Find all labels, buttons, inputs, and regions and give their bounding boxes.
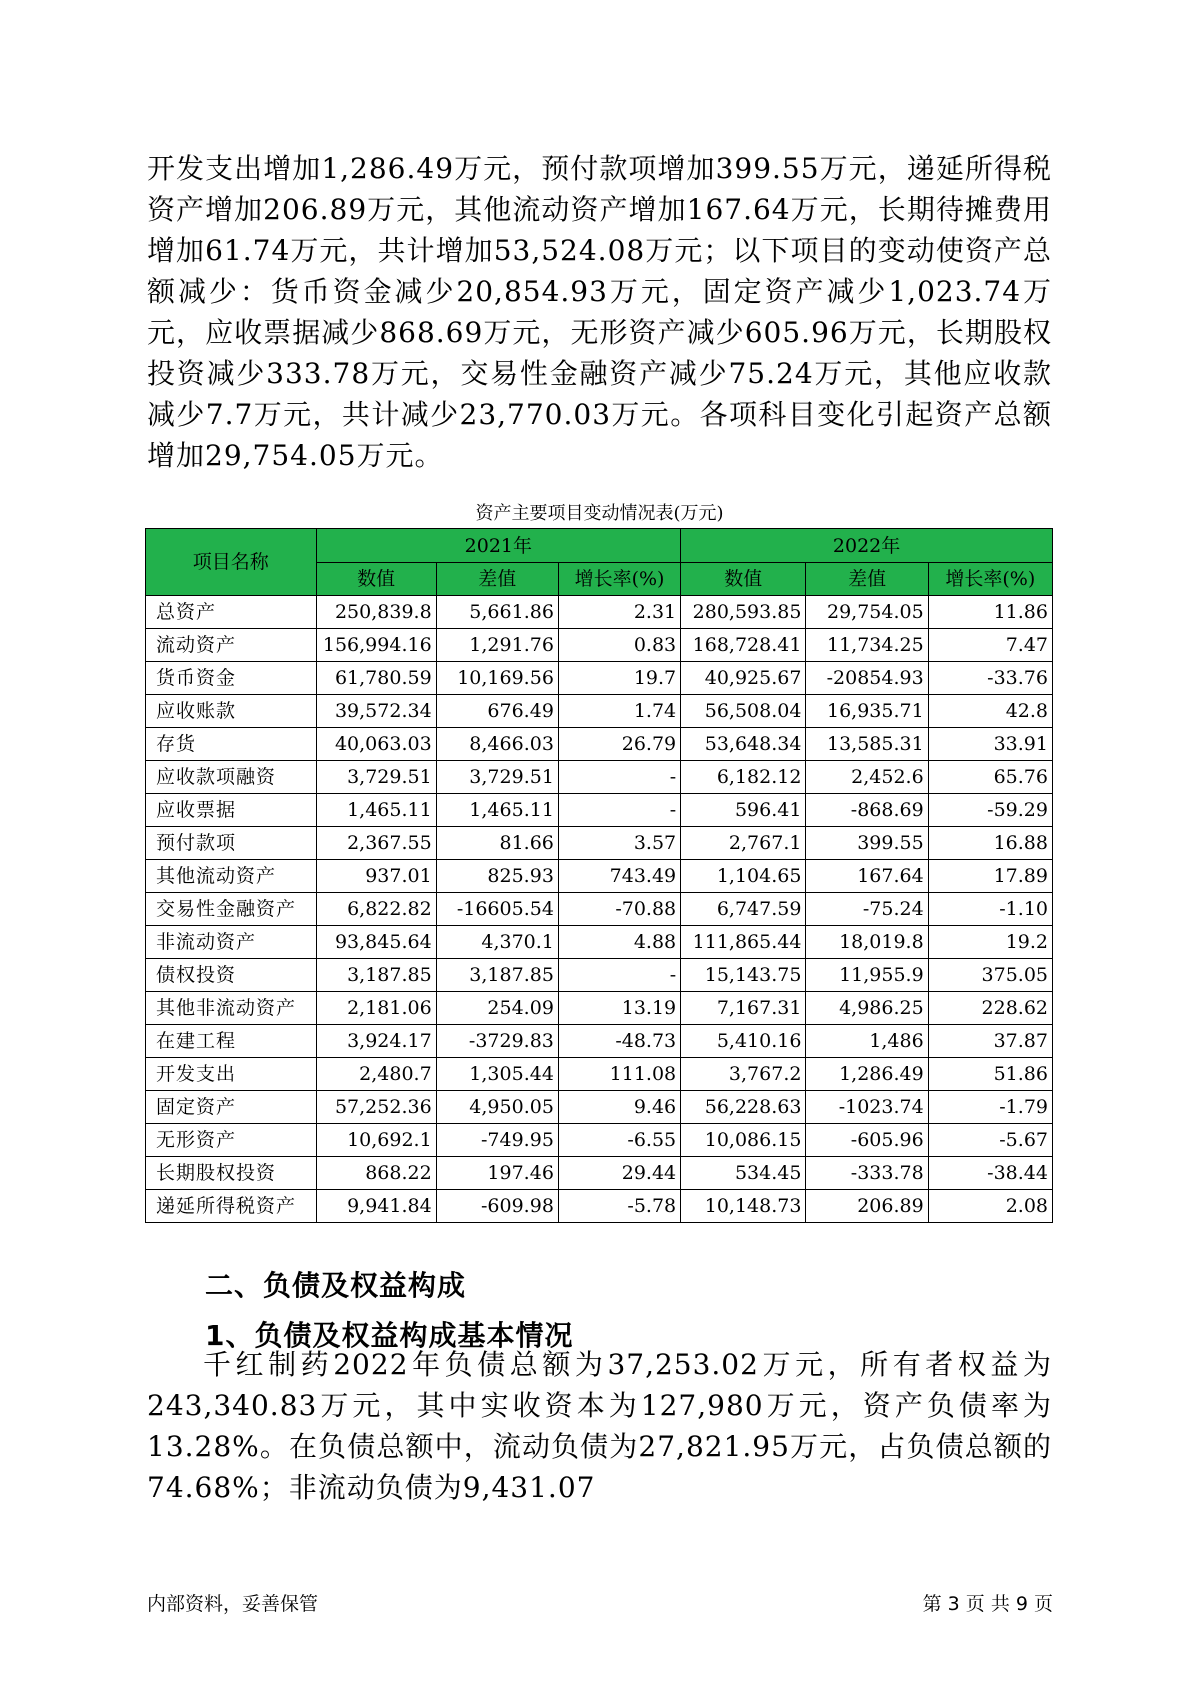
- row-value-cell: 10,692.1: [316, 1124, 436, 1157]
- row-value-cell: 375.05: [928, 959, 1052, 992]
- footer-confidential-note: 内部资料，妥善保管: [147, 1593, 319, 1615]
- row-value-cell: 1,305.44: [436, 1058, 558, 1091]
- value-header-2021: 数值: [316, 563, 436, 596]
- row-value-cell: 6,182.12: [681, 761, 806, 794]
- asset-change-table: [145, 528, 1053, 1223]
- row-value-cell: 156,994.16: [316, 629, 436, 662]
- row-value-cell: 9,941.84: [316, 1190, 436, 1223]
- row-item-name: 递延所得税资产: [146, 1190, 317, 1223]
- row-value-cell: 3.57: [558, 827, 680, 860]
- row-item-name: 总资产: [146, 596, 317, 629]
- row-value-cell: 10,148.73: [681, 1190, 806, 1223]
- row-value-cell: 206.89: [806, 1190, 928, 1223]
- row-value-cell: 16.88: [928, 827, 1052, 860]
- row-item-name: 债权投资: [146, 959, 317, 992]
- row-value-cell: 40,063.03: [316, 728, 436, 761]
- row-value-cell: 676.49: [436, 695, 558, 728]
- table-row: [146, 827, 1053, 860]
- row-value-cell: 3,729.51: [316, 761, 436, 794]
- row-value-cell: 61,780.59: [316, 662, 436, 695]
- row-value-cell: 81.66: [436, 827, 558, 860]
- row-value-cell: 17.89: [928, 860, 1052, 893]
- row-value-cell: 4,950.05: [436, 1091, 558, 1124]
- row-value-cell: -59.29: [928, 794, 1052, 827]
- row-value-cell: -38.44: [928, 1157, 1052, 1190]
- row-value-cell: 3,924.17: [316, 1025, 436, 1058]
- row-value-cell: 56,228.63: [681, 1091, 806, 1124]
- row-value-cell: 3,187.85: [436, 959, 558, 992]
- row-value-cell: 4.88: [558, 926, 680, 959]
- row-value-cell: -5.78: [558, 1190, 680, 1223]
- row-value-cell: 825.93: [436, 860, 558, 893]
- row-item-name: 非流动资产: [146, 926, 317, 959]
- row-value-cell: 2.08: [928, 1190, 1052, 1223]
- table-row: [146, 1091, 1053, 1124]
- row-value-cell: 33.91: [928, 728, 1052, 761]
- row-item-name: 货币资金: [146, 662, 317, 695]
- row-value-cell: 4,986.25: [806, 992, 928, 1025]
- rate-header-2022: 增长率(%): [928, 563, 1052, 596]
- row-item-name: 应收款项融资: [146, 761, 317, 794]
- row-value-cell: -609.98: [436, 1190, 558, 1223]
- row-value-cell: 743.49: [558, 860, 680, 893]
- row-value-cell: 7,167.31: [681, 992, 806, 1025]
- row-value-cell: 2,480.7: [316, 1058, 436, 1091]
- row-value-cell: 4,370.1: [436, 926, 558, 959]
- table-row: [146, 596, 1053, 629]
- row-value-cell: 596.41: [681, 794, 806, 827]
- row-value-cell: -: [558, 761, 680, 794]
- row-value-cell: 3,767.2: [681, 1058, 806, 1091]
- diff-header-2021: 差值: [436, 563, 558, 596]
- row-value-cell: 18,019.8: [806, 926, 928, 959]
- row-value-cell: 1,486: [806, 1025, 928, 1058]
- diff-header-2022: 差值: [806, 563, 928, 596]
- row-value-cell: -75.24: [806, 893, 928, 926]
- row-value-cell: -3729.83: [436, 1025, 558, 1058]
- row-value-cell: 1,104.65: [681, 860, 806, 893]
- table-row: [146, 1058, 1053, 1091]
- row-value-cell: 8,466.03: [436, 728, 558, 761]
- rate-header-2021: 增长率(%): [558, 563, 680, 596]
- row-value-cell: -70.88: [558, 893, 680, 926]
- table-row: [146, 1157, 1053, 1190]
- row-item-name: 在建工程: [146, 1025, 317, 1058]
- row-item-name: 预付款项: [146, 827, 317, 860]
- row-value-cell: 167.64: [806, 860, 928, 893]
- row-value-cell: 1,465.11: [316, 794, 436, 827]
- row-value-cell: -1023.74: [806, 1091, 928, 1124]
- row-item-name: 开发支出: [146, 1058, 317, 1091]
- row-value-cell: -605.96: [806, 1124, 928, 1157]
- row-value-cell: 13.19: [558, 992, 680, 1025]
- row-value-cell: 399.55: [806, 827, 928, 860]
- row-value-cell: 2,452.6: [806, 761, 928, 794]
- row-value-cell: 228.62: [928, 992, 1052, 1025]
- table-row: [146, 1190, 1053, 1223]
- table-row: [146, 794, 1053, 827]
- row-value-cell: -1.10: [928, 893, 1052, 926]
- row-value-cell: 19.2: [928, 926, 1052, 959]
- row-value-cell: 6,747.59: [681, 893, 806, 926]
- row-value-cell: 3,187.85: [316, 959, 436, 992]
- row-value-cell: 15,143.75: [681, 959, 806, 992]
- table-row: [146, 728, 1053, 761]
- row-value-cell: 53,648.34: [681, 728, 806, 761]
- table-caption: 资产主要项目变动情况表(万元): [475, 503, 724, 524]
- table-row: [146, 860, 1053, 893]
- row-value-cell: 868.22: [316, 1157, 436, 1190]
- row-value-cell: -16605.54: [436, 893, 558, 926]
- row-value-cell: 37.87: [928, 1025, 1052, 1058]
- row-value-cell: 3,729.51: [436, 761, 558, 794]
- row-value-cell: -20854.93: [806, 662, 928, 695]
- row-value-cell: 11.86: [928, 596, 1052, 629]
- row-value-cell: 10,169.56: [436, 662, 558, 695]
- value-header-2022: 数值: [681, 563, 806, 596]
- row-value-cell: 2.31: [558, 596, 680, 629]
- row-value-cell: 6,822.82: [316, 893, 436, 926]
- row-value-cell: 51.86: [928, 1058, 1052, 1091]
- table-row: [146, 893, 1053, 926]
- row-value-cell: 11,734.25: [806, 629, 928, 662]
- year-2022-header: 2022年: [681, 529, 1053, 563]
- row-value-cell: -5.67: [928, 1124, 1052, 1157]
- row-value-cell: 56,508.04: [681, 695, 806, 728]
- row-value-cell: 1,286.49: [806, 1058, 928, 1091]
- row-item-name: 应收票据: [146, 794, 317, 827]
- row-value-cell: 5,410.16: [681, 1025, 806, 1058]
- row-item-name: 无形资产: [146, 1124, 317, 1157]
- row-item-name: 流动资产: [146, 629, 317, 662]
- table-row: [146, 662, 1053, 695]
- row-value-cell: 7.47: [928, 629, 1052, 662]
- row-value-cell: 65.76: [928, 761, 1052, 794]
- table-row: [146, 761, 1053, 794]
- row-value-cell: 111,865.44: [681, 926, 806, 959]
- row-value-cell: -: [558, 794, 680, 827]
- row-item-name: 其他非流动资产: [146, 992, 317, 1025]
- row-value-cell: 1,465.11: [436, 794, 558, 827]
- row-value-cell: 168,728.41: [681, 629, 806, 662]
- section-title: 二、负债及权益构成: [205, 1269, 467, 1302]
- item-name-header: 项目名称: [146, 529, 317, 596]
- row-value-cell: 0.83: [558, 629, 680, 662]
- row-value-cell: 250,839.8: [316, 596, 436, 629]
- row-value-cell: -749.95: [436, 1124, 558, 1157]
- row-value-cell: -33.76: [928, 662, 1052, 695]
- row-value-cell: 111.08: [558, 1058, 680, 1091]
- row-value-cell: -333.78: [806, 1157, 928, 1190]
- year-2021-header: 2021年: [316, 529, 681, 563]
- row-value-cell: 13,585.31: [806, 728, 928, 761]
- row-value-cell: 534.45: [681, 1157, 806, 1190]
- row-value-cell: 1.74: [558, 695, 680, 728]
- row-value-cell: 19.7: [558, 662, 680, 695]
- table-row: [146, 1124, 1053, 1157]
- row-value-cell: 93,845.64: [316, 926, 436, 959]
- body-paragraph: 开发支出增加1,286.49万元，预付款项增加399.55万元，递延所得税资产增加206.89万元，其他流动资产增加167.64万元，长期待摊费用增加61.74万元，共计增加53,524.08万元；以下项目的变动使资产总额减少：货币资金减少20,854.93万元，固定资产减少1,023.74万元，应收票据减少868.69万元，无形资产减少605.96万元，长期股权投资减少333.78万元，交易性金融资产减少75.24万元，其他应收款减少7.7万元，共计减少23,770.03万元。各项科目变化引起资产总额增加29,754.05万元。: [147, 152, 1052, 472]
- row-value-cell: 5,661.86: [436, 596, 558, 629]
- row-value-cell: 11,955.9: [806, 959, 928, 992]
- row-value-cell: 16,935.71: [806, 695, 928, 728]
- row-value-cell: -868.69: [806, 794, 928, 827]
- row-value-cell: 2,767.1: [681, 827, 806, 860]
- row-value-cell: 937.01: [316, 860, 436, 893]
- table-row: [146, 959, 1053, 992]
- row-value-cell: 42.8: [928, 695, 1052, 728]
- table-row: [146, 926, 1053, 959]
- row-value-cell: 10,086.15: [681, 1124, 806, 1157]
- table-row: [146, 629, 1053, 662]
- row-item-name: 长期股权投资: [146, 1157, 317, 1190]
- row-value-cell: 254.09: [436, 992, 558, 1025]
- row-value-cell: 2,367.55: [316, 827, 436, 860]
- row-value-cell: 57,252.36: [316, 1091, 436, 1124]
- row-value-cell: -: [558, 959, 680, 992]
- row-item-name: 交易性金融资产: [146, 893, 317, 926]
- row-value-cell: 9.46: [558, 1091, 680, 1124]
- table-row: [146, 1025, 1053, 1058]
- row-value-cell: -6.55: [558, 1124, 680, 1157]
- row-value-cell: 197.46: [436, 1157, 558, 1190]
- row-item-name: 应收账款: [146, 695, 317, 728]
- row-value-cell: 39,572.34: [316, 695, 436, 728]
- row-value-cell: 1,291.76: [436, 629, 558, 662]
- row-value-cell: 29.44: [558, 1157, 680, 1190]
- row-value-cell: 26.79: [558, 728, 680, 761]
- footer-page-number: 第 3 页 共 9 页: [922, 1593, 1053, 1615]
- row-value-cell: 29,754.05: [806, 596, 928, 629]
- table-row: [146, 992, 1053, 1025]
- body-paragraph-2: 千红制药2022年负债总额为37,253.02万元，所有者权益为243,340.83万元，其中实收资本为127,980万元，资产负债率为13.28%。在负债总额中，流动负债为27,821.95万元，占负债总额的74.68%；非流动负债为9,431.07: [147, 1348, 1052, 1504]
- table-row: [146, 695, 1053, 728]
- row-item-name: 其他流动资产: [146, 860, 317, 893]
- row-item-name: 存货: [146, 728, 317, 761]
- row-value-cell: -1.79: [928, 1091, 1052, 1124]
- row-value-cell: 2,181.06: [316, 992, 436, 1025]
- row-value-cell: -48.73: [558, 1025, 680, 1058]
- subsection-title: 1、负债及权益构成基本情况: [205, 1319, 574, 1352]
- row-item-name: 固定资产: [146, 1091, 317, 1124]
- row-value-cell: 280,593.85: [681, 596, 806, 629]
- table-body: [146, 596, 1053, 1223]
- row-value-cell: 40,925.67: [681, 662, 806, 695]
